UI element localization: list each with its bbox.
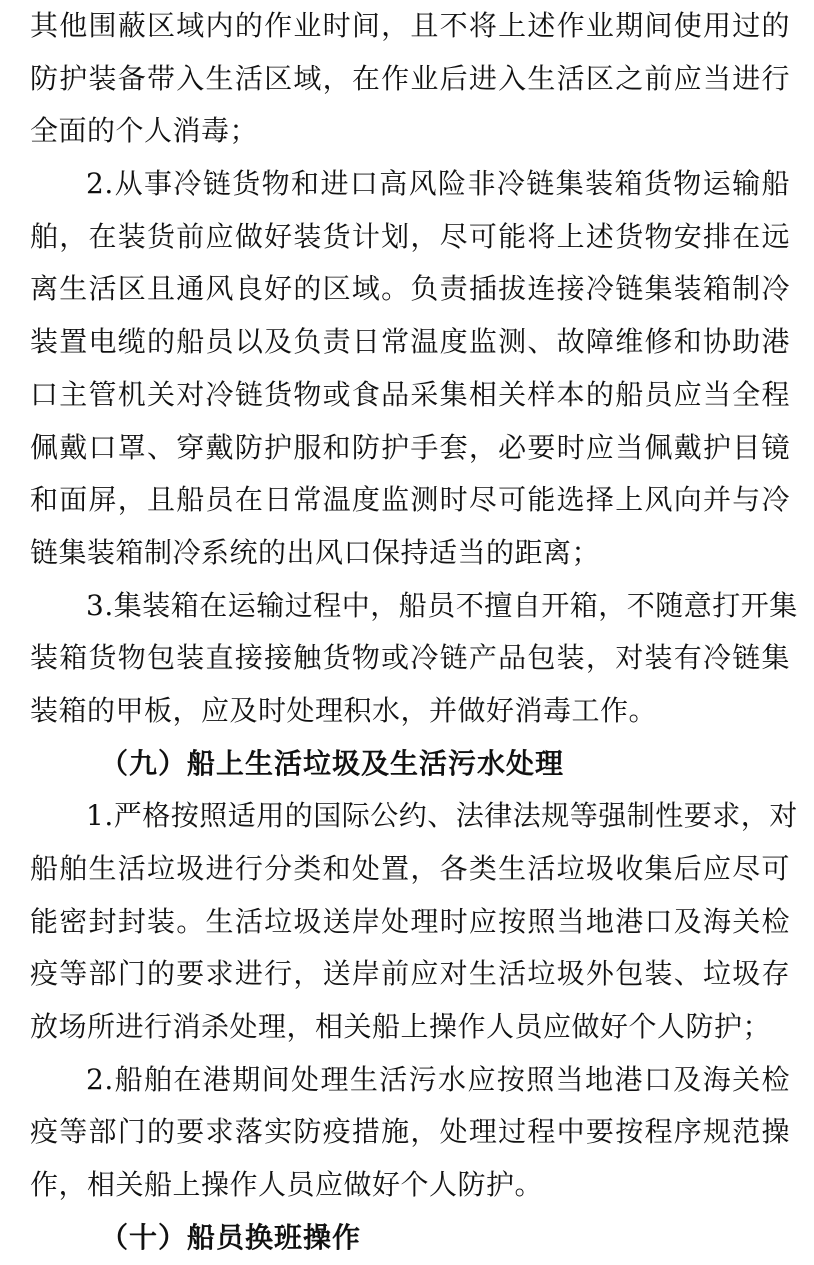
paragraph-line: 其他围蔽区域内的作业时间，且不将上述作业期间使用过的 <box>30 9 790 42</box>
paragraph-line: 口主管机关对冷链货物或食品采集相关样本的船员应当全程 <box>30 377 790 411</box>
document-page <box>30 0 798 1265</box>
paragraph-line: 全面的个人消毒； <box>30 114 259 148</box>
paragraph-line: 放场所进行消杀处理，相关船上操作人员应做好个人防护； <box>30 1010 772 1044</box>
paragraph-line: 防护装备带入生活区域，在作业后进入生活区之前应当进行 <box>30 61 790 95</box>
paragraph-line: 2.船舶在港期间处理生活污水应按照当地港口及海关检 <box>86 1062 790 1096</box>
paragraph-line: 装箱的甲板，应及时处理积水，并做好消毒工作。 <box>30 693 658 727</box>
paragraph-line: 1.严格按照适用的国际公约、法律法规等强制性要求，对 <box>86 799 798 833</box>
paragraph-line: 和面屏，且船员在日常温度监测时尽可能选择上风向并与冷 <box>30 483 790 517</box>
paragraph-line: 疫等部门的要求落实防疫措施，处理过程中要按程序规范操 <box>30 1115 790 1149</box>
paragraph-line: 链集装箱制冷系统的出风口保持适当的距离； <box>30 535 601 569</box>
paragraph-line: 船舶生活垃圾进行分类和处置，各类生活垃圾收集后应尽可 <box>30 852 790 885</box>
paragraph-line: 舶，在装货前应做好装货计划，尽可能将上述货物安排在远 <box>30 219 790 253</box>
paragraph-line: 3.集装箱在运输过程中，船员不擅自开箱，不随意打开集 <box>86 588 798 622</box>
paragraph-line: 作，相关船上操作人员应做好个人防护。 <box>30 1168 544 1202</box>
paragraph-line: 2.从事冷链货物和进口高风险非冷链集装箱货物运输船 <box>86 167 790 201</box>
paragraph-line: 装箱货物包装直接接触货物或冷链产品包装，对装有冷链集 <box>30 641 790 675</box>
paragraph-line: 疫等部门的要求进行，送岸前应对生活垃圾外包装、垃圾存 <box>30 957 790 991</box>
paragraph-line: 能密封封装。生活垃圾送岸处理时应按照当地港口及海关检 <box>30 904 790 938</box>
paragraph-line: 离生活区且通风良好的区域。负责插拔连接冷链集装箱制冷 <box>30 272 790 306</box>
paragraph-line: 装置电缆的船员以及负责日常温度监测、故障维修和协助港 <box>30 325 790 359</box>
section-heading: （九）船上生活垃圾及生活污水处理 <box>100 746 565 780</box>
section-heading: （十）船员换班操作 <box>100 1220 362 1254</box>
paragraph-line: 佩戴口罩、穿戴防护服和防护手套，必要时应当佩戴护目镜 <box>30 430 790 464</box>
